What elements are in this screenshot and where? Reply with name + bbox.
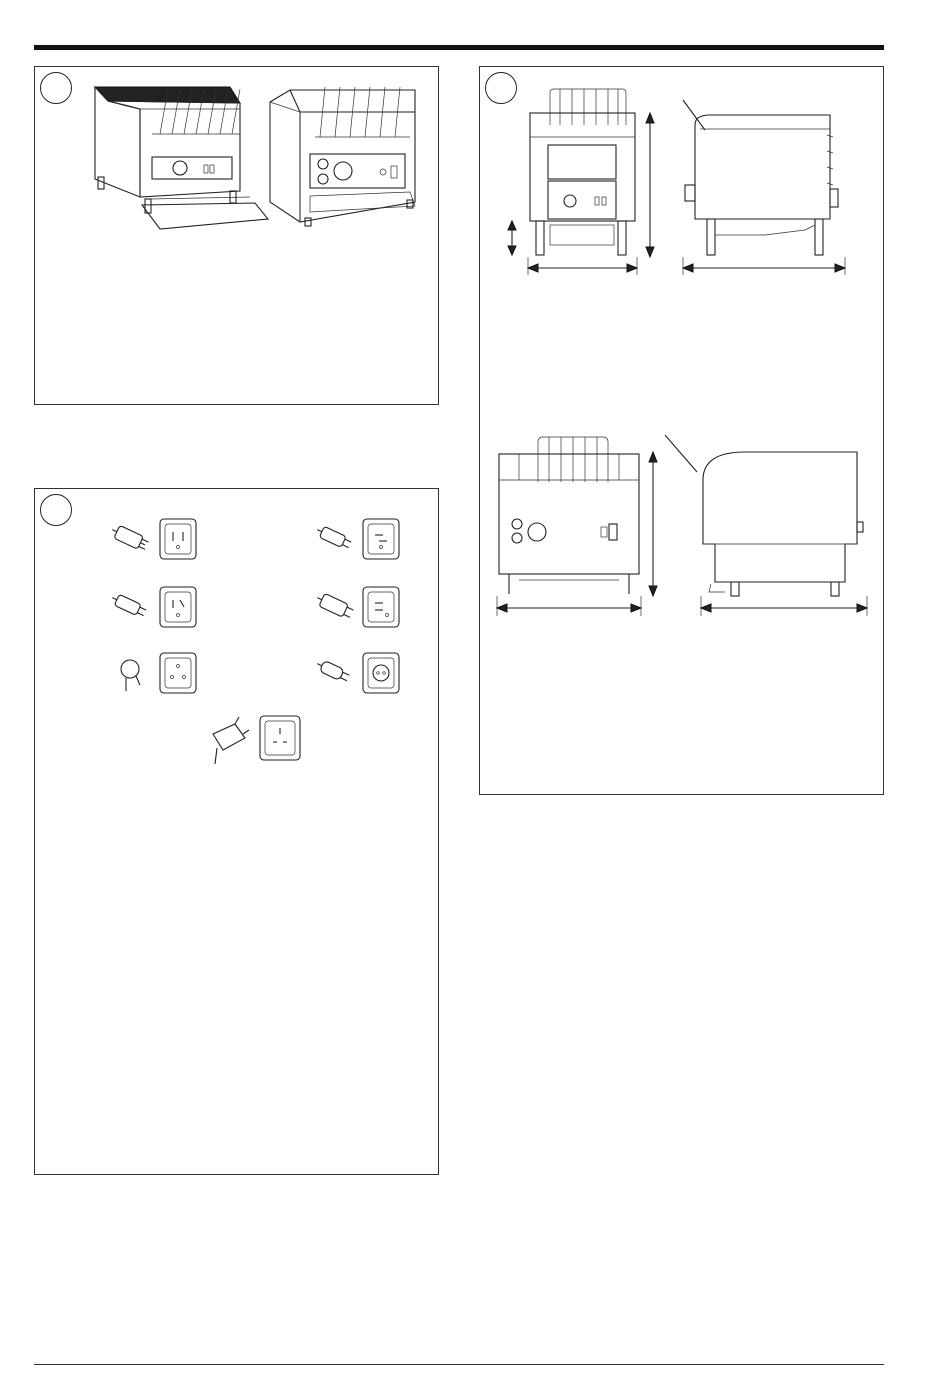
model-a-front-view [500,85,675,280]
model-a-side-view [675,85,865,280]
panel-plugs-outlets [34,488,439,1175]
header-rule [34,45,884,50]
plug-outlet-set-3 [110,585,200,630]
plug-outlet-set-6 [315,651,405,696]
plug-outlet-set-7 [205,714,305,769]
plug-outlet-set-5 [110,651,200,696]
panel-toaster-models [34,66,439,405]
toaster-model-a-illustration [90,79,280,239]
toaster-model-b-illustration [265,82,435,242]
plug-outlet-set-2 [315,517,405,562]
panel-dimensions [479,66,884,795]
model-b-side-view [685,432,880,622]
footer-rule [34,1364,884,1365]
plug-outlet-set-1 [110,517,200,562]
plug-outlet-set-4 [315,585,405,630]
panel-number-badge [40,494,72,526]
model-b-front-view [483,432,683,622]
panel-number-badge [40,72,72,104]
